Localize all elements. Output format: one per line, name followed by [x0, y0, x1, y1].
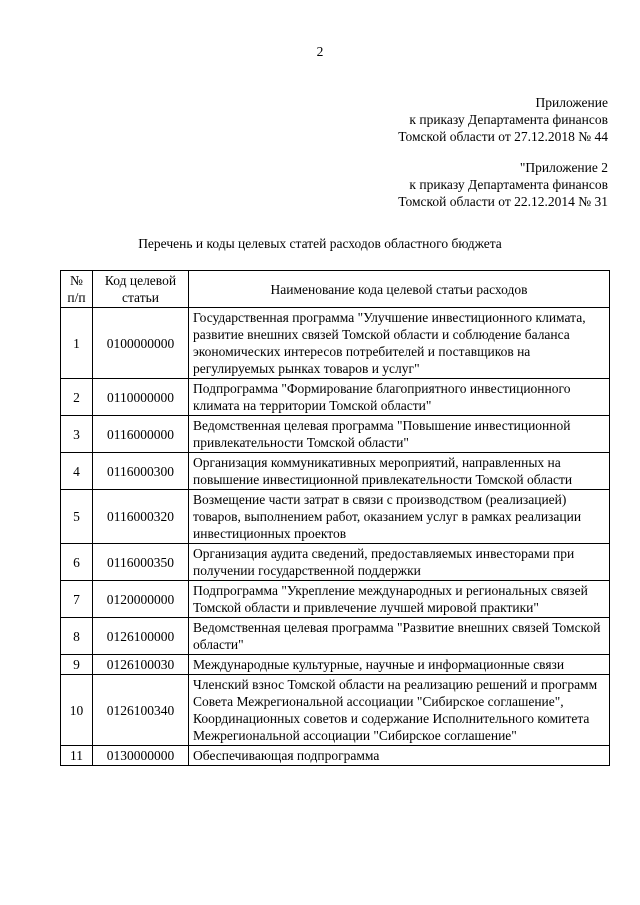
row-name: Ведомственная целевая программа "Повышение инвестиционной привлекательности Томской области": [189, 416, 610, 453]
row-name: Членский взнос Томской области на реализацию решений и программ Совета Межрегиональной ассоциации "Сибирское соглашение", Координационных советов и содержание Исполнительного комитета Межрегиональной ассоциации "Сибирское соглашение": [189, 675, 610, 746]
row-code: 0110000000: [93, 379, 189, 416]
table-row: [61, 746, 610, 766]
page-number: 2: [316, 44, 324, 59]
row-number: 4: [61, 453, 93, 490]
row-name: Организация коммуникативных мероприятий, направленных на повышение инвестиционной привлекательности Томской области: [189, 453, 610, 490]
header-name: Наименование кода целевой статьи расходов: [189, 271, 610, 308]
row-code: 0100000000: [93, 308, 189, 379]
document-title: Перечень и коды целевых статей расходов областного бюджета: [138, 236, 502, 251]
annex-header: [398, 94, 608, 145]
row-number: 6: [61, 544, 93, 581]
table-row: [61, 379, 610, 416]
header-code: Код целевой статьи: [93, 271, 189, 308]
annex-2-header: [398, 159, 608, 210]
row-code: 0116000000: [93, 416, 189, 453]
table-row: [61, 453, 610, 490]
row-code: 0116000300: [93, 453, 189, 490]
table-row: [61, 544, 610, 581]
row-number: 11: [61, 746, 93, 766]
table-row: [61, 675, 610, 746]
annex-line: Томской области от 27.12.2018 № 44: [398, 129, 608, 144]
row-name: Возмещение части затрат в связи с производством (реализацией) товаров, выполнением работ, оказанием услуг в рамках реализации инвестиционных проектов: [189, 490, 610, 544]
row-number: 5: [61, 490, 93, 544]
row-name: Подпрограмма "Укрепление международных и региональных связей Томской области и привлечение лучшей мировой практики": [189, 581, 610, 618]
header-num: № п/п: [61, 271, 93, 308]
table-row: [61, 308, 610, 379]
row-name: Международные культурные, научные и информационные связи: [189, 655, 610, 675]
annex-line: Томской области от 22.12.2014 № 31: [398, 194, 608, 209]
table-row: [61, 581, 610, 618]
row-name: Государственная программа "Улучшение инвестиционного климата, развитие внешних связей Томской области и соблюдение баланса экономических интересов потребителей и поставщиков на регулируемых рынках товаров и услуг": [189, 308, 610, 379]
row-code: 0126100030: [93, 655, 189, 675]
row-code: 0130000000: [93, 746, 189, 766]
table-row: [61, 655, 610, 675]
row-name: Обеспечивающая подпрограмма: [189, 746, 610, 766]
row-name: Организация аудита сведений, предоставляемых инвесторами при получении государственной поддержки: [189, 544, 610, 581]
annex-line: Приложение: [535, 95, 608, 110]
row-code: 0126100000: [93, 618, 189, 655]
row-name: Подпрограмма "Формирование благоприятного инвестиционного климата на территории Томской области": [189, 379, 610, 416]
row-code: 0116000350: [93, 544, 189, 581]
row-number: 8: [61, 618, 93, 655]
annex-line: "Приложение 2: [519, 160, 608, 175]
table-row: [61, 490, 610, 544]
row-code: 0120000000: [93, 581, 189, 618]
row-code: 0116000320: [93, 490, 189, 544]
row-number: 9: [61, 655, 93, 675]
annex-line: к приказу Департамента финансов: [409, 112, 608, 127]
row-number: 7: [61, 581, 93, 618]
row-code: 0126100340: [93, 675, 189, 746]
row-number: 1: [61, 308, 93, 379]
annex-line: к приказу Департамента финансов: [409, 177, 608, 192]
codes-table: [60, 270, 610, 766]
table-row: [61, 416, 610, 453]
table-row: [61, 618, 610, 655]
row-number: 3: [61, 416, 93, 453]
row-name: Ведомственная целевая программа "Развитие внешних связей Томской области": [189, 618, 610, 655]
table-header-row: [61, 271, 610, 308]
row-number: 10: [61, 675, 93, 746]
row-number: 2: [61, 379, 93, 416]
